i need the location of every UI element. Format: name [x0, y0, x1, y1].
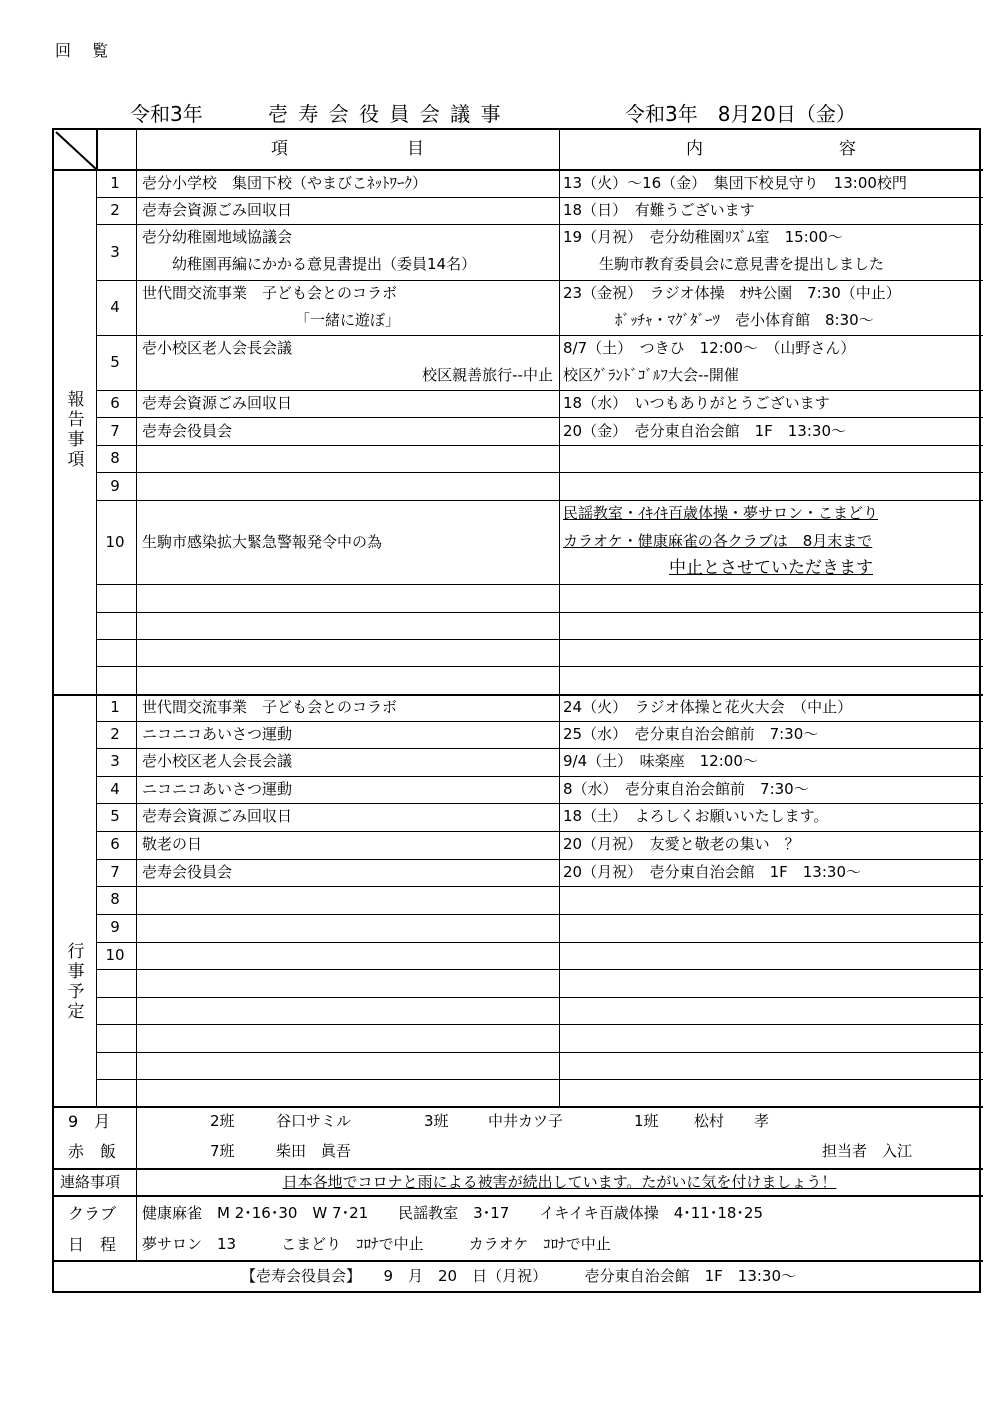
header-era: 令和3年 [130, 102, 203, 126]
row-number: 5 [110, 807, 120, 825]
row-divider [96, 1024, 983, 1025]
row-number: 3 [110, 752, 120, 770]
item-text: 壱寿会資源ごみ回収日 [142, 394, 293, 412]
content-text: 8/7（土） つきひ 12:00～ （山野さん） [563, 339, 856, 357]
content-text: 生駒市教育委員会に意見書を提出しました [599, 255, 885, 273]
row-divider [96, 472, 983, 473]
content-text: 18（日） 有難うございます [563, 201, 755, 219]
row-divider [96, 1052, 983, 1053]
content-text: 8（水） 壱分東自治会館前 7:30～ [563, 780, 809, 798]
content-text: 23（金祝） ラジオ体操 ｵｻｷ公園 7:30（中止） [563, 284, 901, 302]
content-text: 19（月祝） 壱分幼稚園ﾘｽﾞﾑ室 15:00～ [563, 228, 843, 246]
row-number: 8 [110, 890, 120, 908]
row-divider [96, 997, 983, 998]
content-text: 18（水） いつもありがとうございます [563, 394, 830, 412]
row-number: 2 [110, 725, 120, 743]
notice-text: 日本各地でコロナと雨による被害が続出しています。たがいに気を付けましょう！ [282, 1173, 837, 1191]
row-number: 6 [110, 835, 120, 853]
item-text: 壱寿会役員会 [142, 863, 233, 881]
circulation-mark: 回 覧 [55, 41, 117, 60]
group-number: 3班 [424, 1112, 449, 1130]
item-text: 壱小校区老人会長会議 [142, 752, 293, 770]
person-in-charge: 担当者 入江 [822, 1142, 913, 1160]
sekihan-label: 赤 飯 [68, 1142, 117, 1161]
diagonal-header-cell [54, 130, 96, 169]
item-text: 「一緒に遊ぼ」 [294, 311, 400, 329]
row-number: 10 [105, 946, 125, 964]
row-divider [96, 969, 983, 970]
item-text: 壱寿会役員会 [142, 421, 233, 440]
column-header-content: 内 容 [686, 139, 856, 159]
item-text: 敬老の日 [142, 835, 203, 853]
content-text: 中止とさせていただきます [669, 558, 873, 578]
sekihan-label: 9 月 [68, 1112, 111, 1131]
column-header-item: 項 目 [271, 139, 424, 159]
meeting-notice: 【壱寿会役員会】 9 月 20 日（月祝） 壱分東自治会館 1F 13:30～ [240, 1267, 797, 1285]
column-divider [559, 694, 560, 1106]
row-number: 8 [110, 449, 120, 467]
content-text: ﾎﾞｯﾁｬ・ﾏｸﾞﾀﾞｰﾂ 壱小体育館 8:30～ [615, 311, 874, 329]
row-number: 4 [110, 780, 120, 798]
content-text: 25（水） 壱分東自治会館前 7:30～ [563, 725, 819, 743]
row-divider [96, 666, 983, 667]
row-divider [96, 639, 983, 640]
minutes-sheet [52, 128, 981, 1293]
header-date: 令和3年 8月20日（金） [625, 102, 856, 126]
row-divider [96, 445, 983, 446]
item-text: 壱分小学校 集団下校（やまびこﾈｯﾄﾜｰｸ） [142, 173, 428, 192]
row-number: 5 [110, 353, 120, 371]
item-text: ニコニコあいさつ運動 [142, 780, 293, 798]
row-number: 7 [110, 863, 120, 881]
row-number: 7 [110, 421, 120, 440]
content-text: 24（火） ラジオ体操と花火大会 （中止） [563, 698, 853, 716]
item-text: ニコニコあいさつ運動 [142, 725, 293, 743]
row-number: 1 [110, 173, 120, 192]
column-divider [136, 1106, 137, 1168]
item-text: 世代間交流事業 子ども会とのコラボ [142, 284, 398, 302]
row-divider [96, 942, 983, 943]
column-divider [559, 169, 560, 694]
group-number: 1班 [634, 1112, 659, 1130]
club-schedule: 夢サロン 13 こまどり ｺﾛﾅで中止 カラオケ ｺﾛﾅで中止 [142, 1235, 611, 1253]
item-text: 世代間交流事業 子ども会とのコラボ [142, 698, 398, 716]
column-divider [136, 169, 137, 694]
row-divider [96, 831, 983, 832]
column-divider [136, 1195, 137, 1260]
club-schedule: 健康麻雀 M 2･16･30 W 7･21 民謡教室 3･17 イキイキ百歳体操 4･11･18･25 [142, 1204, 763, 1222]
content-text: カラオケ・健康麻雀の各クラブは 8月末まで [563, 532, 873, 550]
item-text: 壱分幼稚園地域協議会 [142, 228, 293, 246]
content-text: 18（土） よろしくお願いいたします。 [563, 807, 829, 825]
column-divider [136, 694, 137, 1106]
row-divider [54, 1260, 983, 1262]
member-name: 中井カツ子 [488, 1112, 564, 1130]
row-number: 2 [110, 201, 120, 219]
row-divider [96, 1079, 983, 1080]
row-number: 4 [110, 298, 120, 316]
content-text: 校区ｸﾞﾗﾝﾄﾞｺﾞﾙﾌ大会--開催 [563, 366, 739, 384]
content-text: 20（月祝） 壱分東自治会館 1F 13:30～ [563, 863, 861, 881]
row-divider [96, 612, 983, 613]
group-number: 2班 [210, 1112, 235, 1130]
row-divider [54, 1195, 983, 1197]
member-name: 柴田 眞吾 [276, 1142, 352, 1160]
row-number: 10 [105, 532, 125, 551]
item-text: 幼稚園再編にかかる意見書提出（委員14名） [172, 255, 477, 273]
content-text: 20（月祝） 友愛と敬老の集い ？ [563, 835, 800, 853]
content-text: 民謡教室・ｲｷｲｷ百歳体操・夢サロン・こまどり [563, 504, 879, 522]
group-number: 7班 [210, 1142, 235, 1160]
item-text: 壱小校区老人会長会議 [142, 339, 293, 357]
row-divider [96, 584, 983, 585]
row-number: 3 [110, 242, 120, 261]
content-text: 13（火）～16（金） 集団下校見守り 13:00校門 [563, 173, 907, 192]
item-text: 校区親善旅行--中止 [422, 366, 553, 384]
row-number: 6 [110, 394, 120, 412]
member-name: 谷口サミル [276, 1112, 352, 1130]
content-text: 20（金） 壱分東自治会館 1F 13:30～ [563, 421, 846, 440]
row-number: 9 [110, 918, 120, 936]
page-title: 壱 寿 会 役 員 会 議 事 [268, 102, 503, 126]
row-divider [96, 914, 983, 915]
club-label: 日 程 [68, 1235, 117, 1254]
item-text: 壱寿会資源ごみ回収日 [142, 201, 293, 219]
row-number: 1 [110, 698, 120, 716]
item-text: 生駒市感染拡大緊急警報発令中の為 [142, 532, 383, 551]
row-divider [96, 886, 983, 887]
column-divider [96, 130, 98, 169]
notice-label: 連絡事項 [60, 1173, 121, 1191]
club-label: クラブ [68, 1204, 117, 1223]
section-label-report: 報告事項 [67, 390, 85, 470]
section-label-schedule: 行事予定 [67, 942, 85, 1022]
item-text: 壱寿会資源ごみ回収日 [142, 807, 293, 825]
member-name: 松村 孝 [694, 1112, 770, 1130]
row-number: 9 [110, 476, 120, 495]
content-text: 9/4（土） 味楽座 12:00～ [563, 752, 758, 770]
